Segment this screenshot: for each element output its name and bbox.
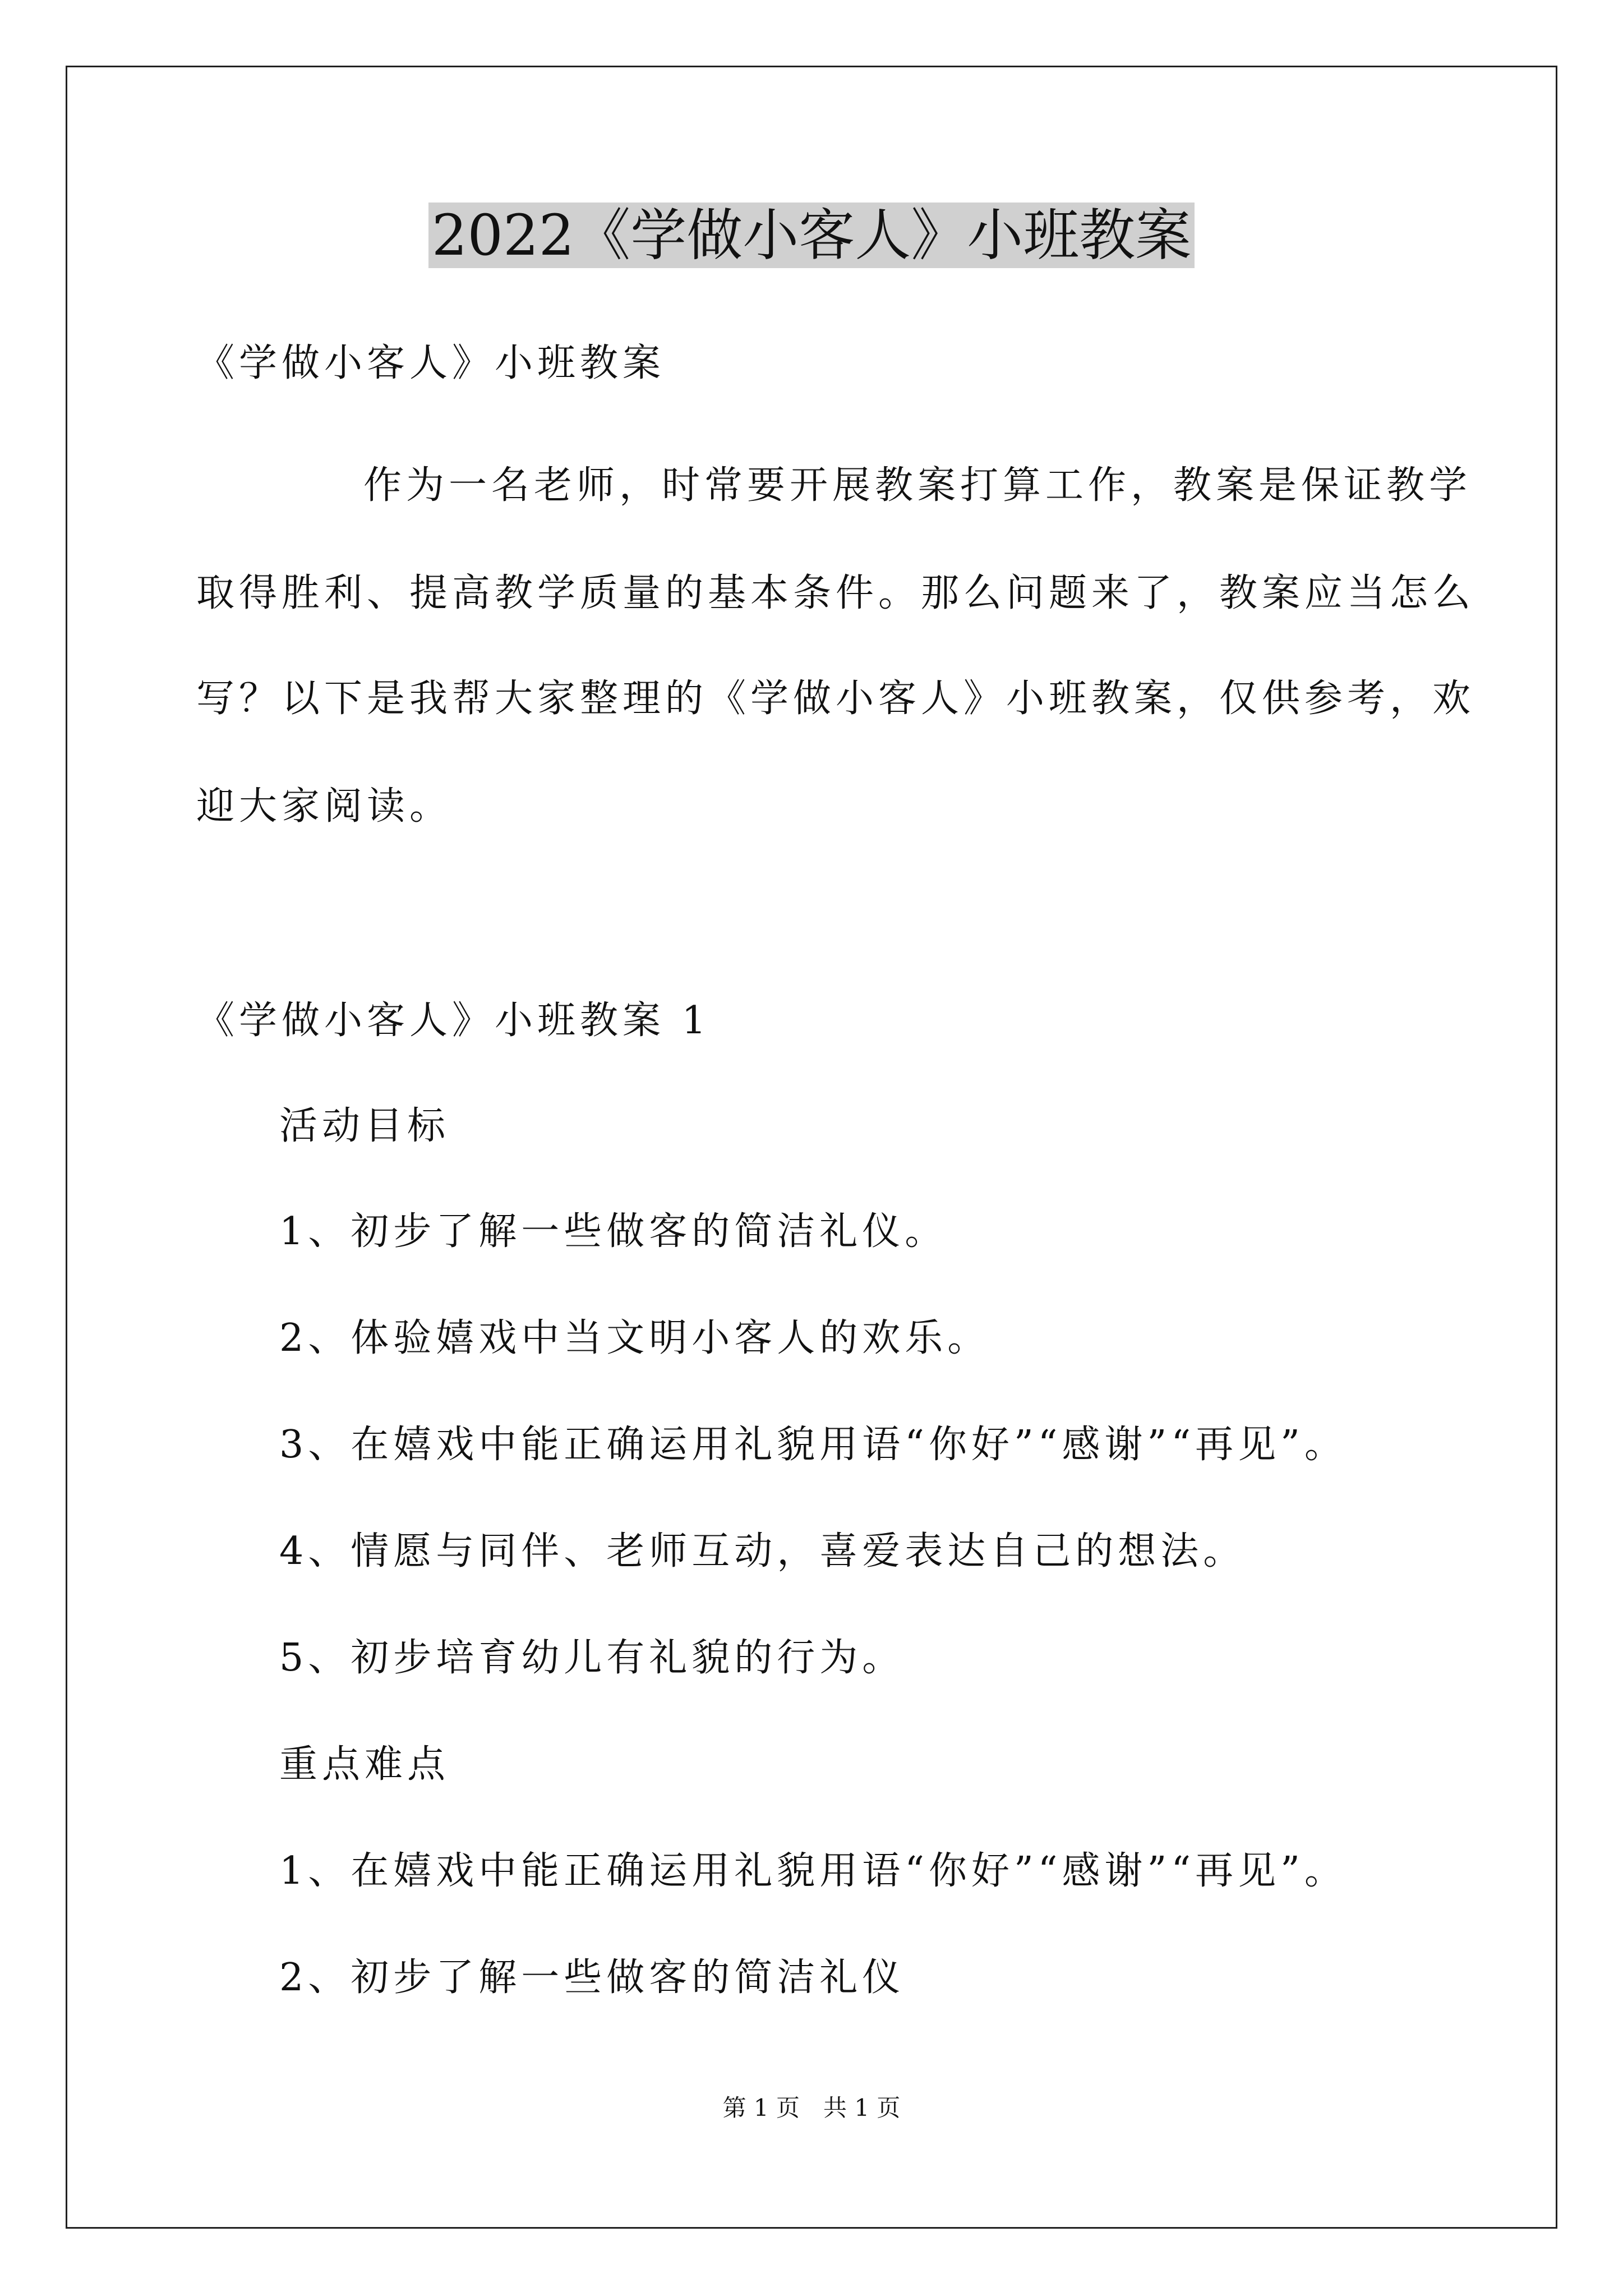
key-heading: 重点难点 [279,1742,450,1787]
intro-line-3: 写？以下是我帮大家整理的《学做小客人》小班教案，仅供参考，欢 [196,677,1476,721]
key-point-1: 1、在嬉戏中能正确运用礼貌用语“你好”“感谢”“再见”。 [279,1849,1347,1893]
goal-item-5: 5、初步培育幼儿有礼貌的行为。 [279,1636,905,1680]
goals-heading: 活动目标 [279,1104,450,1148]
goal-item-4: 4、情愿与同伴、老师互动，喜爱表达自己的想法。 [279,1529,1246,1573]
key-point-2: 2、初步了解一些做客的简洁礼仪 [279,1955,905,2000]
goal-item-2: 2、体验嬉戏中当文明小客人的欢乐。 [279,1316,990,1360]
subtitle: 《学做小客人》小班教案 [196,341,666,385]
intro-line-2: 取得胜利、提高教学质量的基本条件。那么问题来了，教案应当怎么 [196,571,1476,615]
section-title: 《学做小客人》小班教案 1 [196,999,711,1043]
goal-item-3: 3、在嬉戏中能正确运用礼貌用语“你好”“感谢”“再见”。 [279,1423,1347,1467]
intro-line-1: 作为一名老师，时常要开展教案打算工作，教案是保证教学 [363,463,1472,508]
title-text: 2022《学做小客人》小班教案 [428,203,1195,268]
intro-line-4: 迎大家阅读。 [196,784,453,829]
page-footer: 第 1 页 共 1 页 [722,2094,901,2122]
goal-item-1: 1、初步了解一些做客的简洁礼仪。 [279,1209,948,1254]
document-title [0,196,1623,275]
